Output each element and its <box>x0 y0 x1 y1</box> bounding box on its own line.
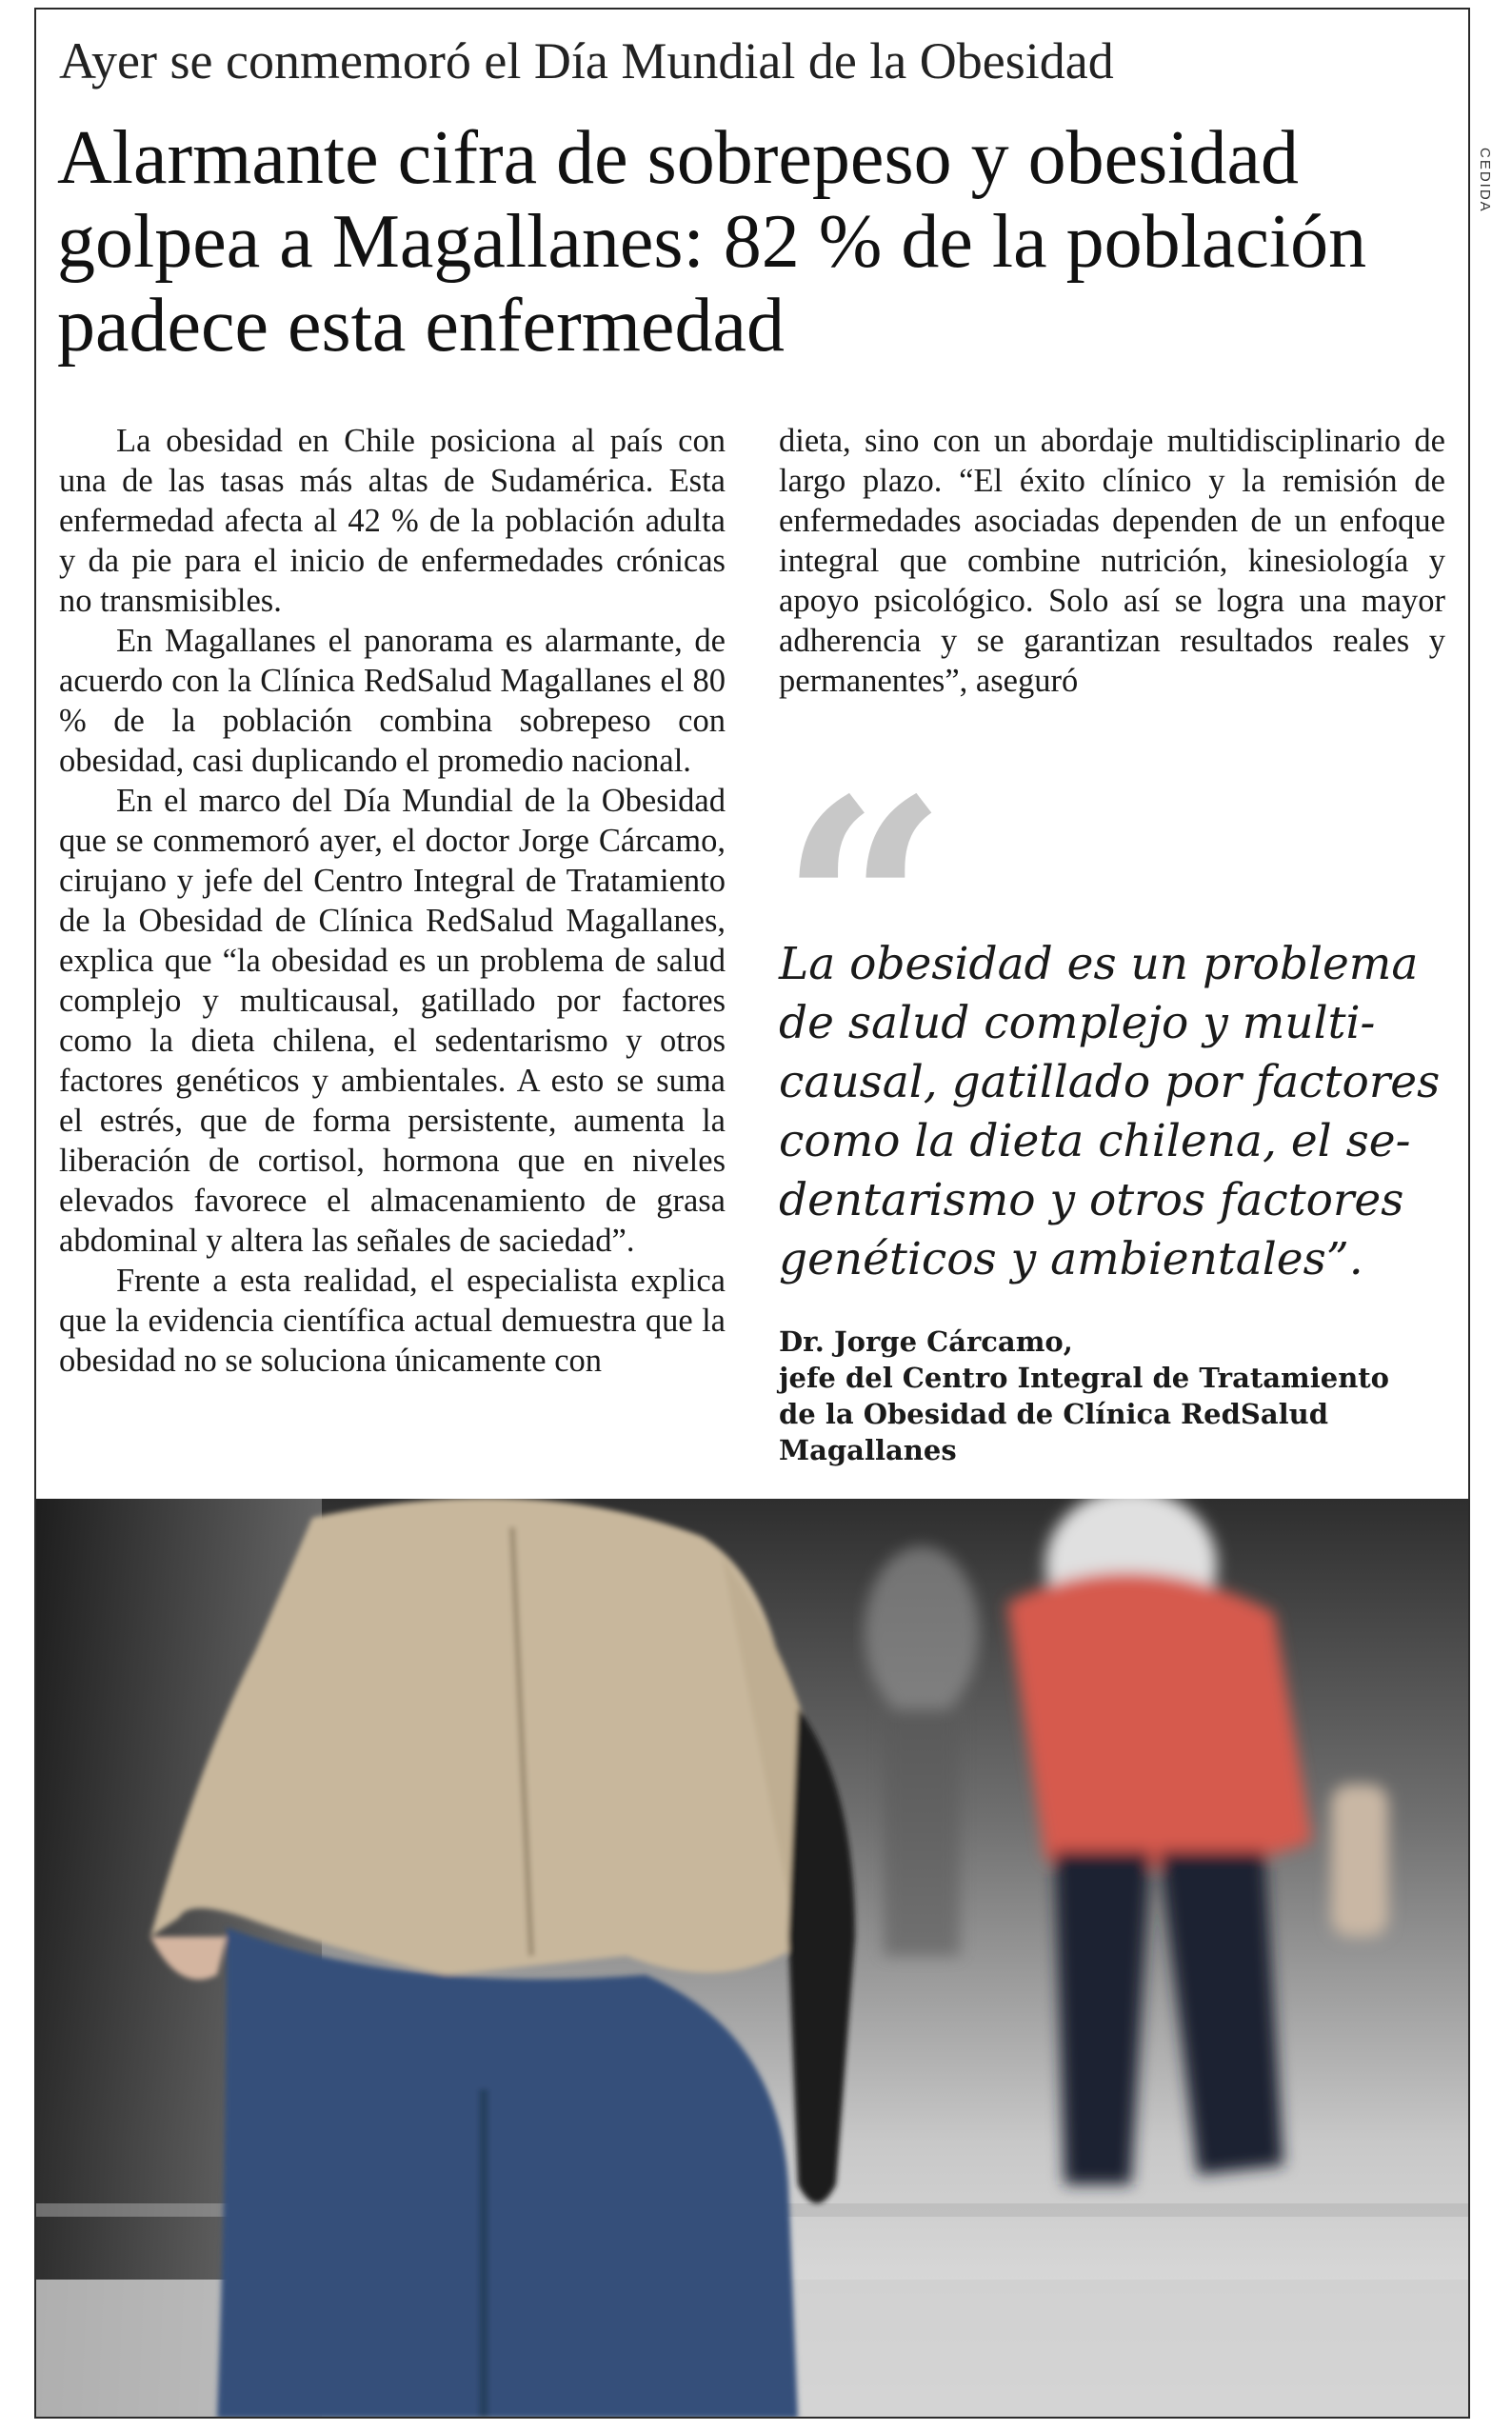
attribution-line: Magallanes <box>779 1434 957 1466</box>
article-frame <box>34 8 1470 2419</box>
quote-mark-icon: “ <box>779 736 949 1083</box>
quote-attribution <box>779 1324 1445 1468</box>
pull-quote: La obesidad es un problema de salud complejo y multicausal, gatillado por factores como la dieta chilena, el sedentarismo y otros factores genéticos y ambientales”. <box>779 938 1441 1285</box>
article-photo <box>36 1499 1468 2419</box>
body-column-right <box>779 421 1445 701</box>
photo-credit: CEDIDA <box>1477 148 1493 213</box>
attribution-line: de la Obesidad de Clínica RedSalud <box>779 1398 1329 1430</box>
paragraph: Frente a esta realidad, el especialista explica que la evidencia científica actual demuestra que la obesidad no se soluciona únicamente con <box>59 1263 726 1379</box>
paragraph: En Magallanes el panorama es alarmante, de acuerdo con la Clínica RedSalud Magallanes el 80 % de la población combina sobrepeso con obesidad, casi duplicando el promedio nacional. <box>59 623 726 779</box>
attribution-line: jefe del Centro Integral de Tratamiento <box>779 1362 1390 1394</box>
paragraph: La obesidad en Chile posiciona al país con una de las tasas más altas de Sudamérica. Esta enfermedad afecta al 42 % de la población adulta y da pie para el inicio de enfermedades crónicas no transmisibles. <box>59 423 726 619</box>
paragraph: dieta, sino con un abordaje multidisciplinario de largo plazo. “El éxito clínico y la remisión de enfermedades asociadas dependen de un enfoque integral que combine nutrición, kinesiología y apoyo psicológico. Solo así se logra una mayor adherencia y se garantizan resultados reales y permanentes”, aseguró <box>779 423 1445 699</box>
red-jacket-shape <box>1007 1572 1312 1866</box>
article-headline: Alarmante cifra de sobrepeso y obesidad golpea a Magallanes: 82 % de la población padece esta enfermedad <box>57 116 1367 368</box>
paragraph: En el marco del Día Mundial de la Obesidad que se conmemoró ayer, el doctor Jorge Cárcamo, cirujano y jefe del Centro Integral de Tratamiento de la Obesidad de Clínica RedSalud Magallanes, explica que “la obesidad es un problema de salud complejo y multicausal, gatillado por factores como la dieta chilena, el sedentarismo y otros factores genéticos y ambientales. A esto se suma el estrés, que de forma persistente, aumenta la liberación de cortisol, hormona que en niveles elevados favorece el almacenamiento de grasa abdominal y altera las señales de saciedad”. <box>59 783 726 1259</box>
body-column-left <box>59 421 726 1381</box>
article-kicker: Ayer se conmemoró el Día Mundial de la Obesidad <box>59 32 1114 90</box>
attribution-line: Dr. Jorge Cárcamo, <box>779 1325 1073 1358</box>
street-photo-illustration <box>36 1499 1468 2419</box>
